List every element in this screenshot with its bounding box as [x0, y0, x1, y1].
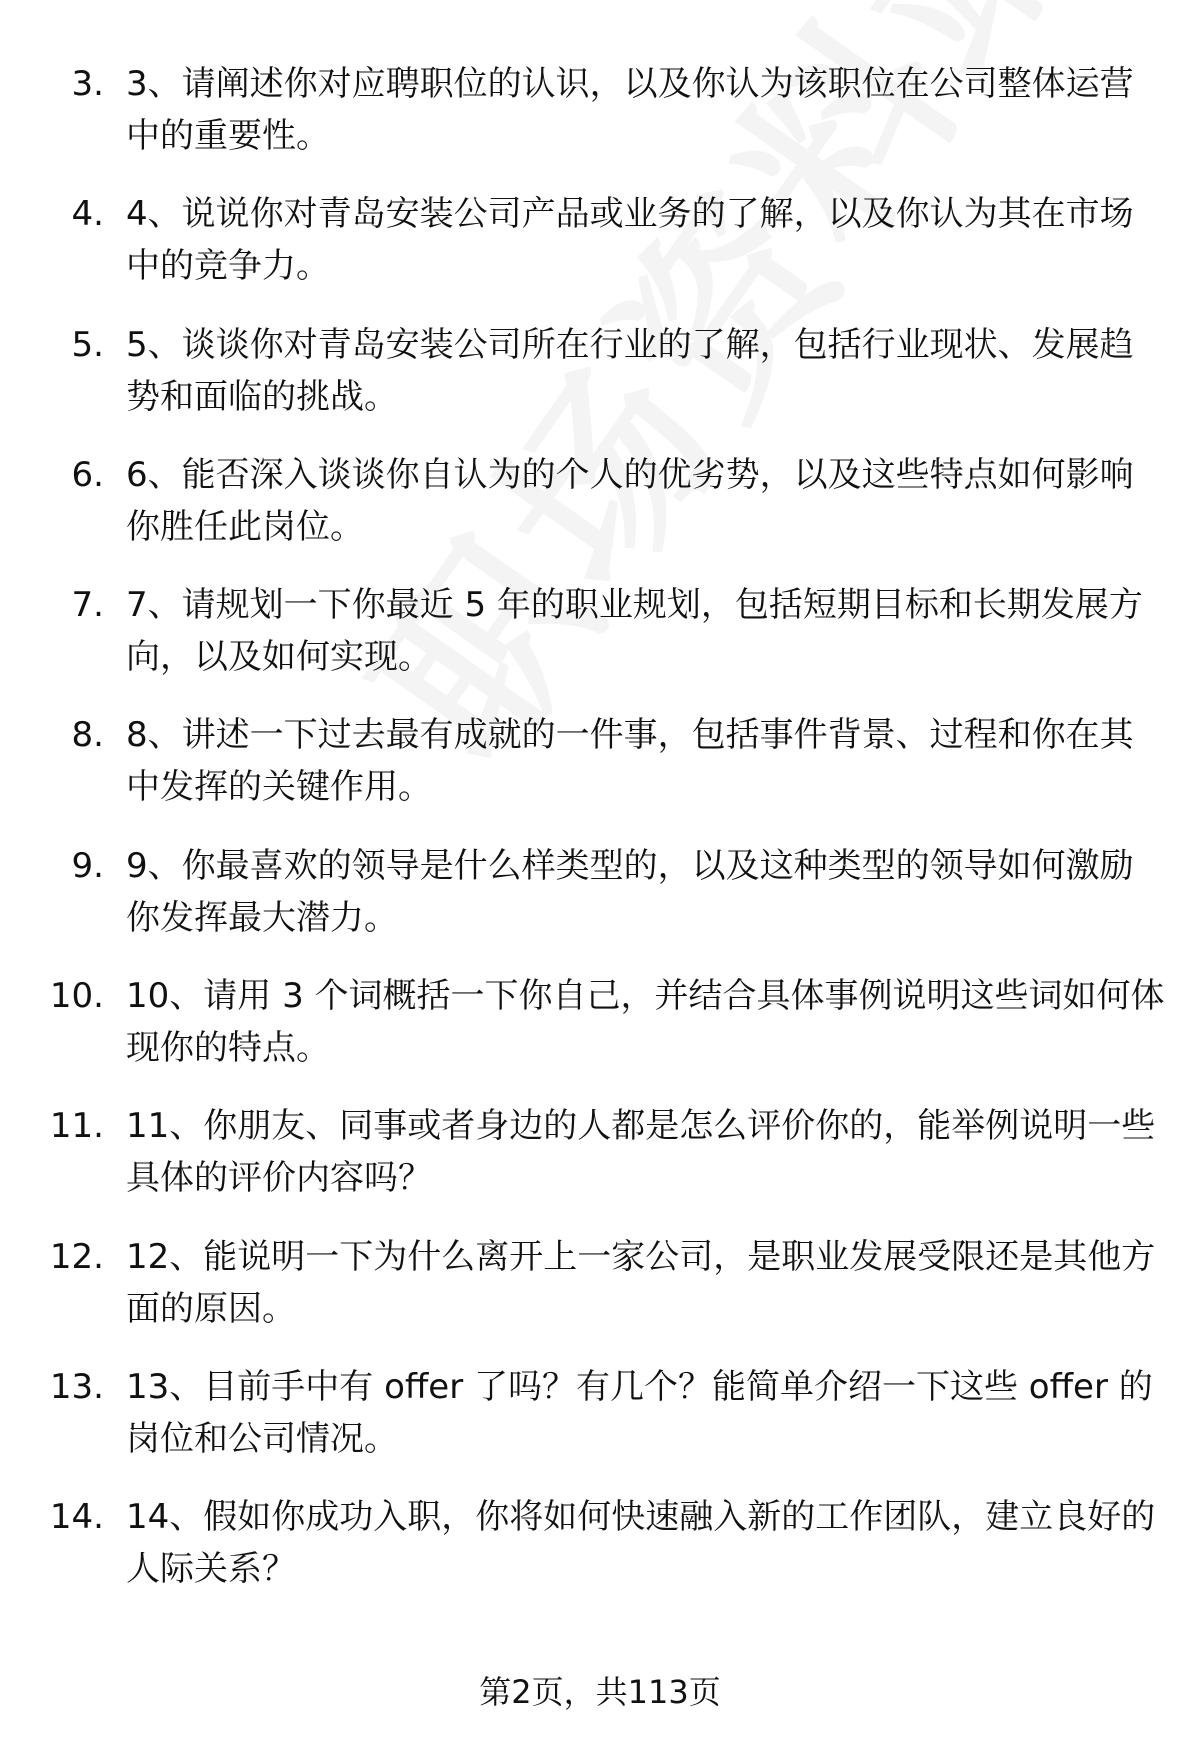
list-item-number: 4. — [71, 194, 104, 235]
list-item-number: 5. — [71, 324, 104, 365]
list-item-text: 10、请用 3 个词概括一下你自己，并结合具体事例说明这些词如何体现你的特点。 — [126, 976, 1165, 1069]
list-item — [0, 1231, 1200, 1361]
list-item — [0, 1491, 1200, 1621]
list-item-text: 3、请阐述你对应聘职位的认识，以及你认为该职位在公司整体运营中的重要性。 — [126, 64, 1134, 156]
list-item-number: 3. — [71, 64, 104, 104]
list-item — [0, 58, 1200, 188]
list-item-number: 6. — [71, 454, 104, 495]
list-item-text: 14、假如你成功入职，你将如何快速融入新的工作团队，建立良好的人际关系？ — [126, 1497, 1156, 1590]
list-item — [0, 579, 1200, 709]
list-item-text: 11、你朋友、同事或者身边的人都是怎么评价你的，能举例说明一些具体的评价内容吗？ — [126, 1106, 1156, 1199]
list-item-number: 13. — [49, 1366, 104, 1407]
list-item-number: 10. — [49, 976, 104, 1017]
list-item-number: 8. — [71, 715, 104, 756]
list-item-text: 13、目前手中有 offer 了吗？有几个？能简单介绍一下这些 offer 的岗位和公司情况。 — [126, 1366, 1153, 1459]
list-item — [0, 319, 1200, 449]
list-item — [0, 709, 1200, 839]
list-item — [0, 449, 1200, 579]
list-item-number: 12. — [49, 1236, 104, 1277]
list-item-number: 11. — [49, 1106, 104, 1147]
list-item — [0, 1361, 1200, 1491]
list-item-text: 7、请规划一下你最近 5 年的职业规划，包括短期目标和长期发展方向，以及如何实现。 — [126, 585, 1143, 678]
list-item-number: 7. — [71, 585, 104, 626]
page-footer: 第2页，共113页 — [479, 1673, 721, 1711]
list-item — [0, 188, 1200, 318]
list-item-text: 5、谈谈你对青岛安装公司所在行业的了解，包括行业现状、发展趋势和面临的挑战。 — [126, 324, 1134, 417]
list-item-text: 12、能说明一下为什么离开上一家公司，是职业发展受限还是其他方面的原因。 — [126, 1236, 1156, 1329]
list-item-text: 9、你最喜欢的领导是什么样类型的，以及这种类型的领导如何激励你发挥最大潜力。 — [126, 845, 1134, 938]
question-list — [0, 58, 1200, 1622]
list-item-number: 9. — [71, 845, 104, 886]
list-item-number: 14. — [49, 1497, 104, 1538]
list-item-text: 4、说说你对青岛安装公司产品或业务的了解，以及你认为其在市场中的竞争力。 — [126, 194, 1134, 287]
list-item — [0, 970, 1200, 1100]
list-item-text: 8、讲述一下过去最有成就的一件事，包括事件背景、过程和你在其中发挥的关键作用。 — [126, 715, 1134, 808]
list-item — [0, 1100, 1200, 1230]
list-item-text: 6、能否深入谈谈你自认为的个人的优劣势，以及这些特点如何影响你胜任此岗位。 — [126, 454, 1134, 547]
list-item — [0, 840, 1200, 970]
